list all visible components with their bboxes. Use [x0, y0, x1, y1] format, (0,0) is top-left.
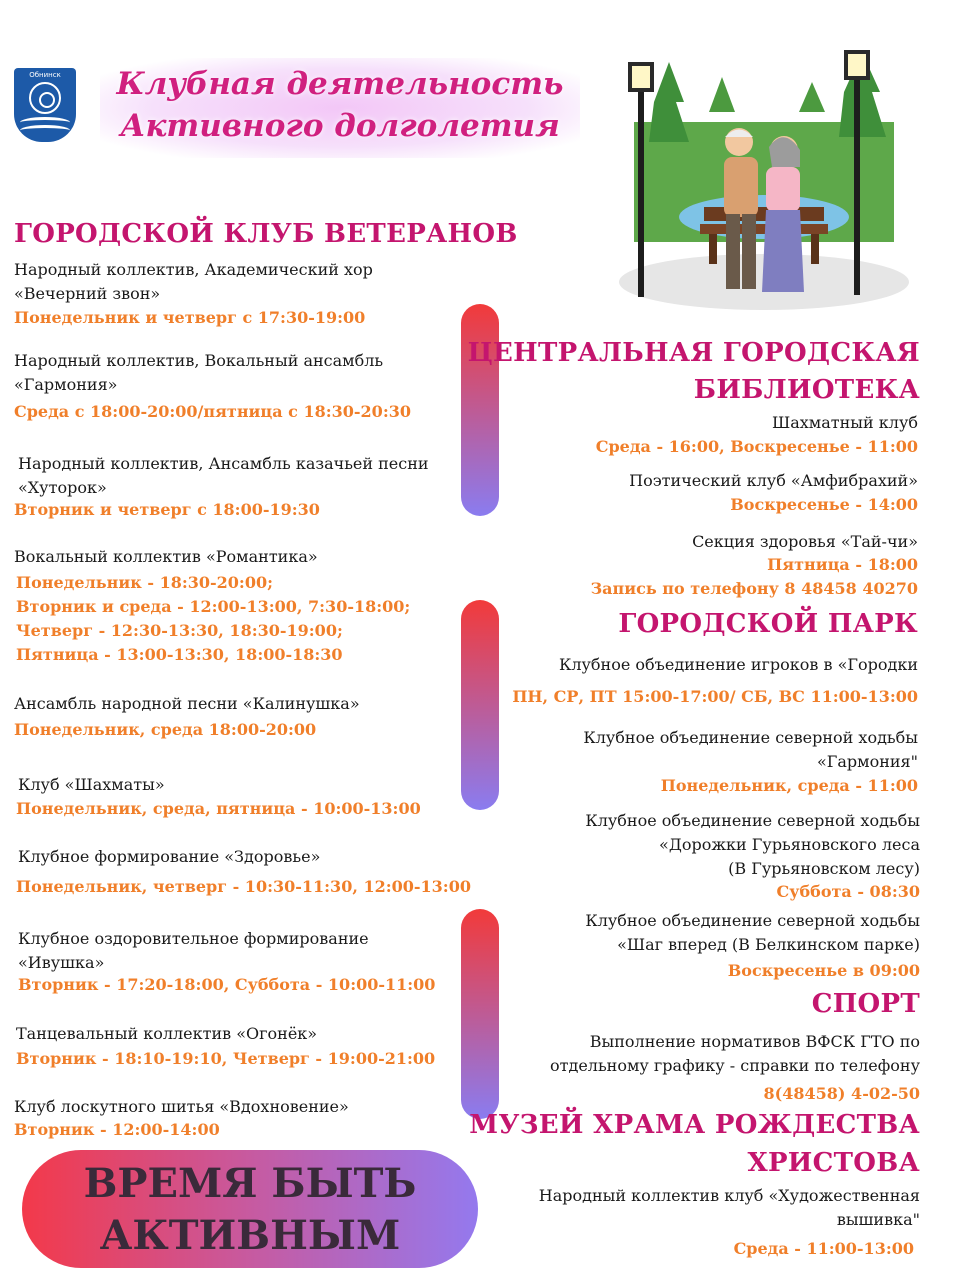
list-item-name: «Гармония»	[14, 375, 118, 394]
list-item-schedule: Среда - 16:00, Воскресенье - 11:00	[595, 437, 918, 456]
list-item-name: «Хуторок»	[18, 478, 107, 497]
list-item-name: Ансамбль народной песни «Калинушка»	[14, 694, 360, 713]
list-item-schedule: Суббота - 08:30	[776, 882, 920, 901]
list-item-name: Клубное объединение северной ходьбы	[585, 811, 920, 830]
veterans-club-title: ГОРОДСКОЙ КЛУБ ВЕТЕРАНОВ	[14, 219, 518, 249]
list-item-name: Вокальный коллектив «Романтика»	[14, 547, 318, 566]
list-item-schedule: Запись по телефону 8 48458 40270	[590, 579, 918, 598]
list-item-schedule: Вторник и среда - 12:00-13:00, 7:30-18:00;	[16, 597, 411, 616]
list-item-name: «Вечерний звон»	[14, 284, 161, 303]
wave-icon-2	[20, 125, 70, 136]
list-item-name: Клубное объединение северной ходьбы	[585, 911, 920, 930]
list-item-name: Народный коллектив, Академический хор	[14, 260, 373, 279]
list-item-schedule: Четверг - 12:30-13:30, 18:30-19:00;	[16, 621, 343, 640]
list-item-schedule: 8(48458) 4-02-50	[763, 1084, 920, 1103]
list-item-name: «Дорожки Гурьяновского леса	[659, 835, 920, 854]
decorative-gradient-bar	[461, 304, 499, 516]
emblem-city-name: Обнинск	[29, 71, 61, 79]
list-item-schedule: Вторник - 18:10-19:10, Четверг - 19:00-21:00	[16, 1049, 436, 1068]
park-title: ГОРОДСКОЙ ПАРК	[618, 609, 918, 639]
list-item-schedule: Воскресенье в 09:00	[727, 961, 920, 980]
list-item-schedule: Понедельник - 18:30-20:00;	[16, 573, 273, 592]
list-item-name: Народный коллектив, Вокальный ансамбль	[14, 351, 384, 370]
list-item-name: (В Гурьяновском лесу)	[728, 859, 920, 878]
banner-line-2: АКТИВНЫМ	[99, 1212, 401, 1259]
list-item-schedule: Среда с 18:00-20:00/пятница с 18:30-20:30	[14, 402, 411, 421]
museum-title: МУЗЕЙ ХРАМА РОЖДЕСТВА	[469, 1110, 920, 1140]
list-item-name: Секция здоровья «Тай-чи»	[692, 532, 918, 551]
active-time-banner	[22, 1150, 478, 1268]
library-title-2: БИБЛИОТЕКА	[693, 375, 920, 405]
list-item-schedule: Понедельник, среда, пятница - 10:00-13:00	[16, 799, 421, 818]
list-item-name: Клубное формирование «Здоровье»	[18, 847, 321, 866]
dancing-couple-illustration	[614, 42, 914, 312]
atom-icon	[29, 82, 61, 114]
decorative-gradient-bar	[461, 909, 499, 1119]
page-title	[100, 58, 580, 158]
decorative-gradient-bar	[461, 600, 499, 810]
list-item-name: «Шаг вперед (В Белкинском парке)	[617, 935, 920, 954]
sport-title: СПОРТ	[811, 989, 920, 1019]
list-item-schedule: Вторник - 12:00-14:00	[14, 1120, 220, 1139]
list-item-name: вышивка"	[836, 1210, 920, 1229]
list-item-schedule: Вторник - 17:20-18:00, Суббота - 10:00-11:00	[18, 975, 436, 994]
list-item-schedule: Понедельник, четверг - 10:30-11:30, 12:00-13:00	[16, 877, 471, 896]
list-item-name: Поэтический клуб «Амфибрахий»	[629, 471, 918, 490]
list-item-schedule: Понедельник и четверг с 17:30-19:00	[14, 308, 366, 327]
list-item-name: Народный коллектив, Ансамбль казачьей песни	[18, 454, 429, 473]
museum-title-2: ХРИСТОВА	[747, 1148, 920, 1178]
list-item-name: Народный коллектив клуб «Художественная	[538, 1186, 920, 1205]
banner-line-1: ВРЕМЯ БЫТЬ	[83, 1160, 417, 1207]
list-item-name: Танцевальный коллектив «Огонёк»	[16, 1024, 318, 1043]
list-item-schedule: Пятница - 13:00-13:30, 18:00-18:30	[16, 645, 343, 664]
list-item-name: Клубное объединение игроков в «Городки	[558, 655, 918, 674]
list-item-schedule: ПН, СР, ПТ 15:00-17:00/ СБ, ВС 11:00-13:00	[512, 687, 918, 706]
city-emblem	[14, 68, 76, 142]
title-line-1: Клубная деятельность	[116, 66, 564, 102]
list-item-schedule: Вторник и четверг с 18:00-19:30	[14, 500, 320, 519]
list-item-name: Выполнение нормативов ВФСК ГТО по	[589, 1032, 920, 1051]
list-item-schedule: Среда - 11:00-13:00	[733, 1239, 914, 1258]
list-item-name: Клуб «Шахматы»	[18, 775, 165, 794]
list-item-schedule: Понедельник, среда - 11:00	[660, 776, 918, 795]
list-item-name: Клуб лоскутного шитья «Вдохновение»	[14, 1097, 349, 1116]
list-item-name: «Гармония"	[816, 752, 918, 771]
list-item-schedule: Воскресенье - 14:00	[730, 495, 918, 514]
list-item-name: Клубное объединение северной ходьбы	[583, 728, 918, 747]
list-item-name: Шахматный клуб	[771, 413, 918, 432]
list-item-schedule: Пятница - 18:00	[767, 555, 918, 574]
list-item-name: отдельному графику - справки по телефону	[550, 1056, 920, 1075]
list-item-schedule: Понедельник, среда 18:00-20:00	[14, 720, 317, 739]
title-line-2: Активного долголетия	[120, 108, 560, 144]
list-item-name: Клубное оздоровительное формирование	[18, 929, 369, 948]
list-item-name: «Ивушка»	[18, 953, 105, 972]
library-title: ЦЕНТРАЛЬНАЯ ГОРОДСКАЯ	[467, 338, 920, 368]
